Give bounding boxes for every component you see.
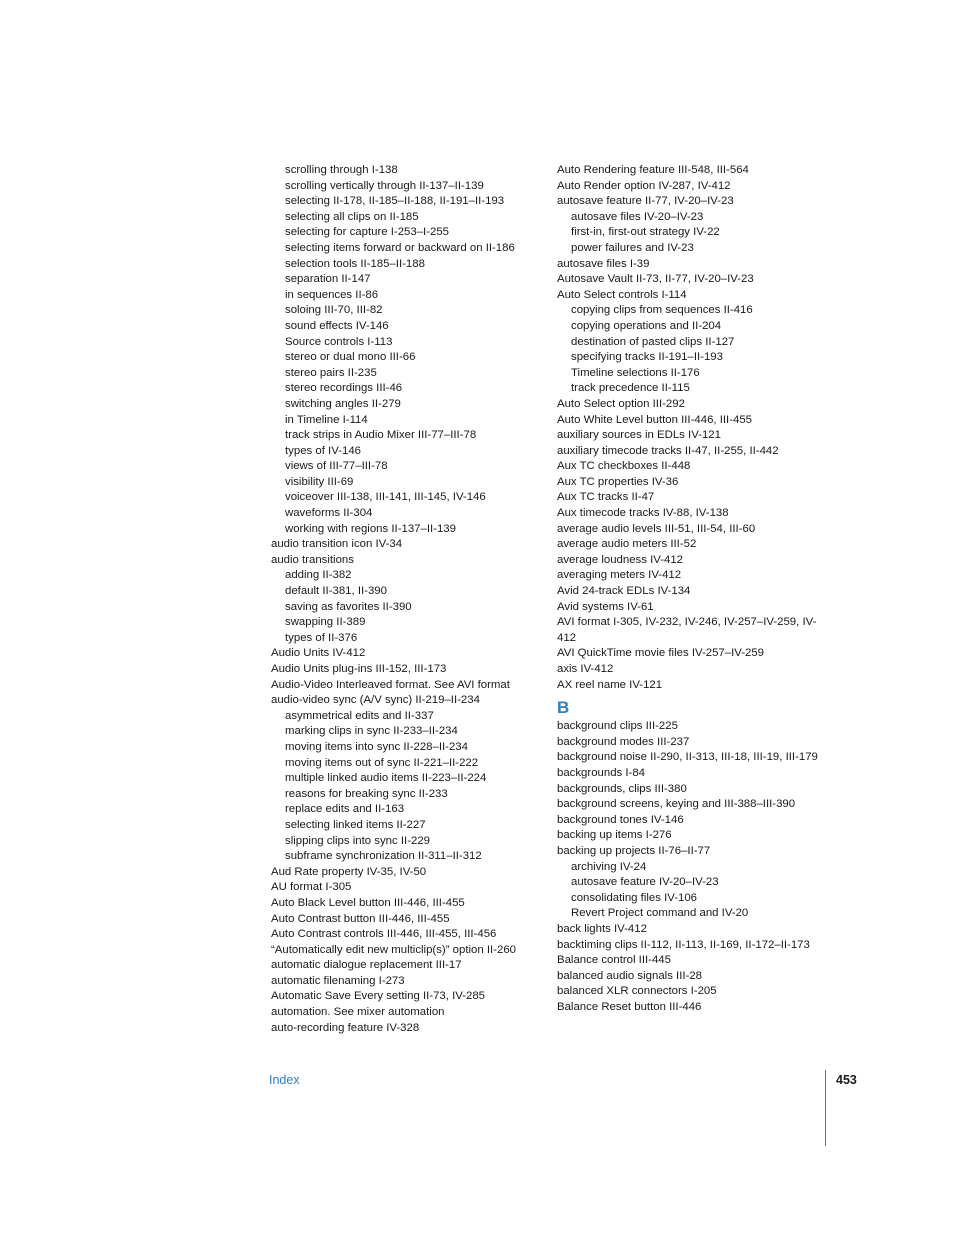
index-entry: Auto Contrast controls III-446, III-455, III-456 <box>271 928 497 941</box>
index-entry: auto-recording feature IV-328 <box>271 1021 420 1034</box>
index-subentry: stereo or dual mono III-66 <box>285 351 416 364</box>
index-entry: background noise II-290, II-313, III-18, III-19, III-179 <box>557 751 818 764</box>
index-entry: Balance Reset button III-446 <box>557 1000 702 1013</box>
index-entry: average audio meters III-52 <box>557 538 697 551</box>
index-subentry: voiceover III-138, III-141, III-145, IV-146 <box>285 491 486 504</box>
index-entry: audio transition icon IV-34 <box>271 538 403 551</box>
index-subentry: track strips in Audio Mixer III-77–III-78 <box>285 429 477 442</box>
index-subentry: copying clips from sequences II-416 <box>571 304 753 317</box>
index-subentry: in sequences II-86 <box>285 288 379 301</box>
index-column-left <box>271 163 543 1036</box>
index-entry: Auto Rendering feature III-548, III-564 <box>557 164 749 176</box>
index-subentry: scrolling through I-138 <box>285 164 398 176</box>
index-entry: backgrounds, clips III-380 <box>557 782 687 795</box>
index-subentry: swapping II-389 <box>285 616 366 629</box>
index-subentry: autosave feature IV-20–IV-23 <box>571 876 719 889</box>
index-entry: average loudness IV-412 <box>557 553 684 566</box>
index-entry: balanced XLR connectors I-205 <box>557 985 717 998</box>
index-entry: backing up projects II-76–II-77 <box>557 844 711 857</box>
index-subentry: copying operations and II-204 <box>571 319 722 332</box>
index-subentry: switching angles II-279 <box>285 397 401 410</box>
index-subentry: adding II-382 <box>285 569 352 582</box>
index-subentry: moving items into sync II-228–II-234 <box>285 740 468 753</box>
index-subentry: selecting for capture I-253–I-255 <box>285 226 449 239</box>
index-subentry: reasons for breaking sync II-233 <box>285 787 448 800</box>
index-subentry: Revert Project command and IV-20 <box>571 907 749 920</box>
index-subentry: Timeline selections II-176 <box>571 366 700 379</box>
index-entry: auxiliary sources in EDLs IV-121 <box>557 429 721 442</box>
index-entry: automatic filenaming I-273 <box>271 974 405 987</box>
index-entry: Automatic Save Every setting II-73, IV-285 <box>271 990 485 1003</box>
index-subentry: track precedence II-115 <box>571 382 690 395</box>
index-subentry: working with regions II-137–II-139 <box>285 522 456 535</box>
index-subentry: selecting items forward or backward on II-186 <box>285 241 515 254</box>
index-entry: autosave files I-39 <box>557 257 650 270</box>
index-subentry: selecting all clips on II-185 <box>285 210 419 223</box>
index-subentry: visibility III-69 <box>285 475 354 488</box>
index-subentry: specifying tracks II-191–II-193 <box>571 351 723 364</box>
index-entry: Aux TC checkboxes II-448 <box>557 460 691 473</box>
index-subentry: Source controls I-113 <box>285 335 393 348</box>
index-subentry: consolidating files IV-106 <box>571 891 698 904</box>
index-subentry: replace edits and II-163 <box>285 803 405 816</box>
index-subentry: power failures and IV-23 <box>571 241 694 254</box>
index-subentry: separation II-147 <box>285 273 371 286</box>
index-subentry: soloing III-70, III-82 <box>285 304 383 317</box>
index-subentry: sound effects IV-146 <box>285 319 389 332</box>
index-subentry: marking clips in sync II-233–II-234 <box>285 725 458 738</box>
index-entry: averaging meters IV-412 <box>557 569 682 582</box>
index-subentry: autosave files IV-20–IV-23 <box>571 210 704 223</box>
index-entry: “Automatically edit new multiclip(s)” option II-260 <box>271 943 516 956</box>
index-subentry: multiple linked audio items II-223–II-224 <box>285 772 487 785</box>
index-subentry: archiving IV-24 <box>571 860 647 873</box>
index-entry: Audio Units IV-412 <box>271 647 366 660</box>
index-subentry: scrolling vertically through II-137–II-139 <box>285 179 484 192</box>
index-entry: audio transitions <box>271 553 354 566</box>
index-entry: audio-video sync (A/V sync) II-219–II-234 <box>271 694 480 707</box>
index-entry: automatic dialogue replacement III-17 <box>271 959 462 972</box>
index-entry: autosave feature II-77, IV-20–IV-23 <box>557 195 734 208</box>
index-subentry: views of III-77–III-78 <box>285 460 388 473</box>
index-entry: AVI format I-305, IV-232, IV-246, IV-257–IV-259, IV-412 <box>557 616 817 644</box>
index-entry: background modes III-237 <box>557 735 690 748</box>
index-subentry: slipping clips into sync II-229 <box>285 834 430 847</box>
index-subentry: asymmetrical edits and II-337 <box>285 709 434 722</box>
index-entry: balanced audio signals III-28 <box>557 969 703 982</box>
index-entry: Auto Black Level button III-446, III-455 <box>271 896 465 909</box>
index-entry: average audio levels III-51, III-54, III-60 <box>557 522 756 535</box>
index-subentry: waveforms II-304 <box>285 507 373 520</box>
index-subentry: selection tools II-185–II-188 <box>285 257 425 270</box>
index-entry: Avid 24-track EDLs IV-134 <box>557 585 691 598</box>
index-subentry: types of IV-146 <box>285 444 361 457</box>
index-entry: Avid systems IV-61 <box>557 600 654 613</box>
footer-divider <box>825 1070 826 1146</box>
index-entry: back lights IV-412 <box>557 922 647 935</box>
index-subentry: saving as favorites II-390 <box>285 600 412 613</box>
index-entry: Auto Select controls I-114 <box>557 288 687 301</box>
index-entry: Aux TC properties IV-36 <box>557 475 679 488</box>
index-entry: Autosave Vault II-73, II-77, IV-20–IV-23 <box>557 273 754 286</box>
index-subentry: types of II-376 <box>285 631 358 644</box>
index-entry: background screens, keying and III-388–III-390 <box>557 798 796 811</box>
index-entry: auxiliary timecode tracks II-47, II-255, II-442 <box>557 444 779 457</box>
index-entry: Audio-Video Interleaved format. See AVI format <box>271 678 510 691</box>
index-entry: backgrounds I-84 <box>557 766 646 779</box>
index-subentry: selecting linked items II-227 <box>285 818 426 831</box>
index-entry: Aux TC tracks II-47 <box>557 491 655 504</box>
index-entry: axis IV-412 <box>557 663 614 675</box>
index-entry: background clips III-225 <box>557 720 678 733</box>
index-entry: background tones IV-146 <box>557 813 684 826</box>
index-entry: Audio Units plug-ins III-152, III-173 <box>271 663 447 675</box>
page-number: 453 <box>836 1073 857 1087</box>
index-subentry: selecting II-178, II-185–II-188, II-191–II-193 <box>285 195 505 208</box>
index-entry: AU format I-305 <box>271 881 352 894</box>
index-entry: Auto Contrast button III-446, III-455 <box>271 912 450 925</box>
index-entry: automation. See mixer automation <box>271 1006 445 1019</box>
index-entry: Aud Rate property IV-35, IV-50 <box>271 865 427 878</box>
footer-section-label: Index <box>269 1073 300 1087</box>
index-entry: Auto White Level button III-446, III-455 <box>557 413 753 426</box>
index-subentry: destination of pasted clips II-127 <box>571 335 735 348</box>
index-entry: backtiming clips II-112, II-113, II-169, II-172–II-173 <box>557 938 810 951</box>
index-entry: backing up items I-276 <box>557 829 672 842</box>
index-subentry: first-in, first-out strategy IV-22 <box>571 226 720 239</box>
index-entry: Auto Render option IV-287, IV-412 <box>557 179 731 192</box>
index-subentry: subframe synchronization II-311–II-312 <box>285 850 482 863</box>
index-subentry: moving items out of sync II-221–II-222 <box>285 756 479 769</box>
index-entry: AX reel name IV-121 <box>557 678 663 691</box>
index-subentry: stereo recordings III-46 <box>285 382 403 395</box>
index-entry: Aux timecode tracks IV-88, IV-138 <box>557 507 729 520</box>
index-subentry: in Timeline I-114 <box>285 413 368 426</box>
index-letter-heading: B <box>557 698 570 718</box>
index-subentry: default II-381, II-390 <box>285 585 387 598</box>
index-entry: Auto Select option III-292 <box>557 397 685 410</box>
index-entry: Balance control III-445 <box>557 954 671 967</box>
index-column-right <box>557 163 829 1015</box>
index-entry: AVI QuickTime movie files IV-257–IV-259 <box>557 647 765 660</box>
index-subentry: stereo pairs II-235 <box>285 366 377 379</box>
